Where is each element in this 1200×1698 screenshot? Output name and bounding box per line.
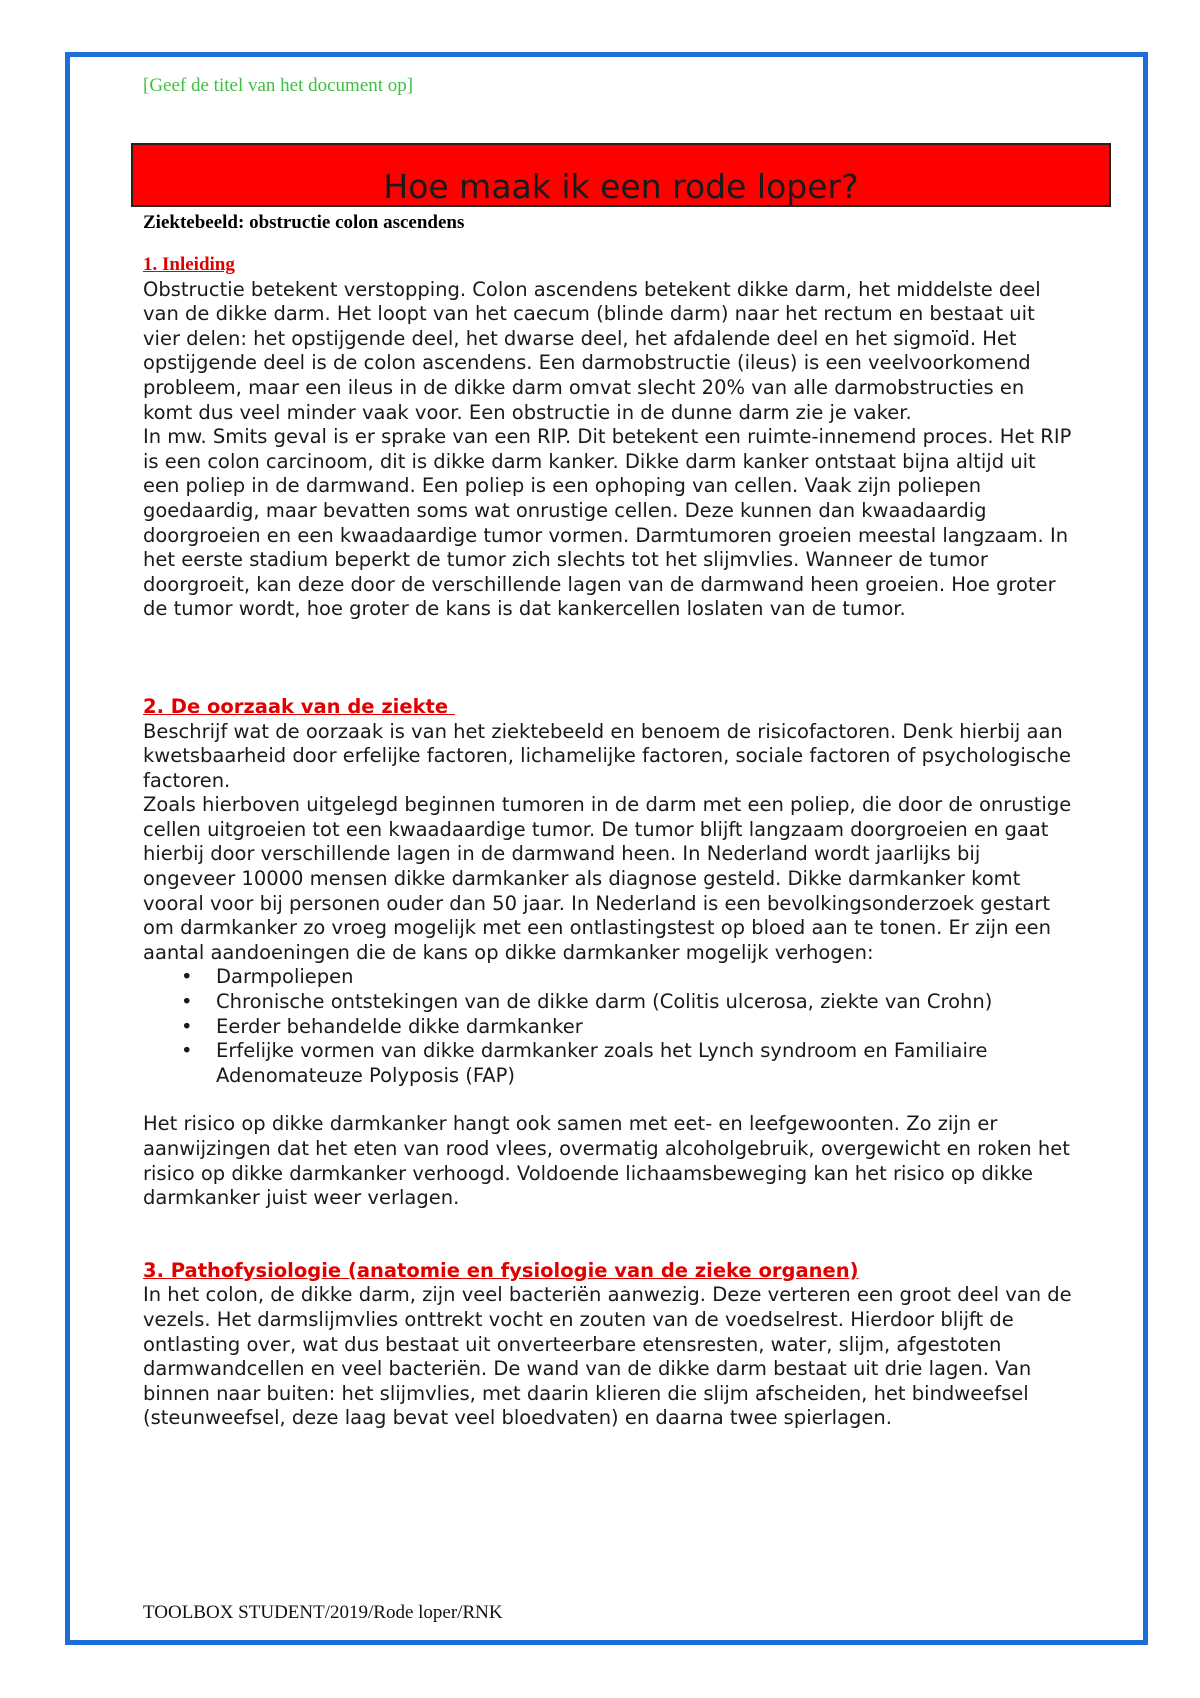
paragraph: Beschrijf wat de oorzaak is van het ziektebeeld en benoem de risicofactoren. Denk hierbij aan kwetsbaarheid door erfelijke factoren, lichamelijke factoren, sociale factoren of psychologische factoren. [143,719,1072,792]
bullet-icon: • [181,965,193,989]
bullet-icon: • [181,1014,193,1038]
paragraph: Obstructie betekent verstopping. Colon ascendens betekent dikke darm, het middelste deel van de dikke darm. Het loopt van het caecum (blinde darm) naar het rectum en bestaat uit vier delen: het opstijgende deel, het dwarse deel, het afdalende deel en het sigmoïd. Het opstijgende deel is de colon ascendens. Een darmobstructie (ileus) is een veelvoorkomend probleem, maar een ileus in de dikke darm omvat slecht 20% van alle darmobstructies en komt dus veel minder vaak voor. Een obstructie in de dunne darm zie je vaker. [143,277,1041,424]
bullet-icon: • [181,990,193,1014]
footer: TOOLBOX STUDENT/2019/Rode loper/RNK [143,1602,503,1623]
document-title: Hoe maak ik een rode loper? [383,167,859,206]
paragraph: In mw. Smits geval is er sprake van een RIP. Dit betekent een ruimte-innemend proces. Het RIP is een colon carcinoom, dit is dikke darm kanker. Dikke darm kanker ontstaat bijna altijd uit een poliep in de darmwand. Een poliep is een ophoping van cellen. Vaak zijn poliepen goedaardig, maar bevatten soms wat onrustige cellen. Deze kunnen dan kwaadaardig doorgroeien en een kwaadaardige tumor vormen. Darmtumoren groeien meestal langzaam. In het eerste stadium beperkt de tumor zich slechts tot het slijmvlies. Wanneer de tumor doorgroeit, kan deze door de verschillende lagen van de darmwand heen groeien. Hoe groter de tumor wordt, hoe groter de kans is dat kankercellen loslaten van de tumor. [143,425,1072,621]
list-item: • Erfelijke vormen van dikke darmkanker zoals het Lynch syndroom en Familiaire Adenomateuze Polyposis (FAP) [181,1039,988,1087]
risk-factor-list [143,965,1073,1088]
document-body [143,253,1073,1431]
paragraph: Het risico op dikke darmkanker hangt ook samen met eet- en leefgewoonten. Zo zijn er aanwijzingen dat het eten van rood vlees, overmatig alcoholgebruik, overgewicht en roken het risico op dikke darmkanker verhoogd. Voldoende lichaamsbeweging kan het risico op dikke darmkanker juist weer verlagen. [143,1112,1070,1210]
list-item: • Chronische ontstekingen van de dikke darm (Colitis ulcerosa, ziekte van Crohn) [181,990,993,1014]
title-banner [131,143,1111,207]
section-heading-inleiding: 1. Inleiding [143,254,235,275]
list-item: • Darmpoliepen [181,965,354,989]
document-title-placeholder[interactable]: [Geef de titel van het document op] [143,75,414,96]
disease-subtitle: Ziektebeeld: obstructie colon ascendens [143,212,465,233]
section-heading-oorzaak: 2. De oorzaak van de ziekte [143,694,455,718]
paragraph: In het colon, de dikke darm, zijn veel bacteriën aanwezig. Deze verteren een groot deel van de vezels. Het darmslijmvlies onttrekt vocht en zouten van de voedselrest. Hierdoor blijft de ontlasting over, wat dus bestaat uit onverteerbare etensresten, water, slijm, afgestoten darmwandcellen en veel bacteriën. De wand van de dikke darm bestaat uit drie lagen. Van binnen naar buiten: het slijmvlies, met daarin klieren die slijm afscheiden, het bindweefsel (steunweefsel, deze laag bevat veel bloedvaten) en daarna twee spierlagen. [143,1283,1072,1430]
section-heading-pathofysiologie: 3. Pathofysiologie (anatomie en fysiologie van de zieke organen) [143,1258,859,1282]
list-item: • Eerder behandelde dikke darmkanker [181,1014,583,1038]
bullet-icon: • [181,1039,193,1063]
paragraph: Zoals hierboven uitgelegd beginnen tumoren in de darm met een poliep, die door de onrustige cellen uitgroeien tot een kwaadaardige tumor. De tumor blijft langzaam doorgroeien en gaat hierbij door verschillende lagen in de darmwand heen. In Nederland wordt jaarlijks bij ongeveer 10000 mensen dikke darmkanker als diagnose gesteld. Dikke darmkanker komt vooral voor bij personen ouder dan 50 jaar. In Nederland is een bevolkingsonderzoek gestart om darmkanker zo vroeg mogelijk met een ontlastingstest op bloed aan te tonen. Er zijn een aantal aandoeningen die de kans op dikke darmkanker mogelijk verhogen: [143,793,1072,964]
